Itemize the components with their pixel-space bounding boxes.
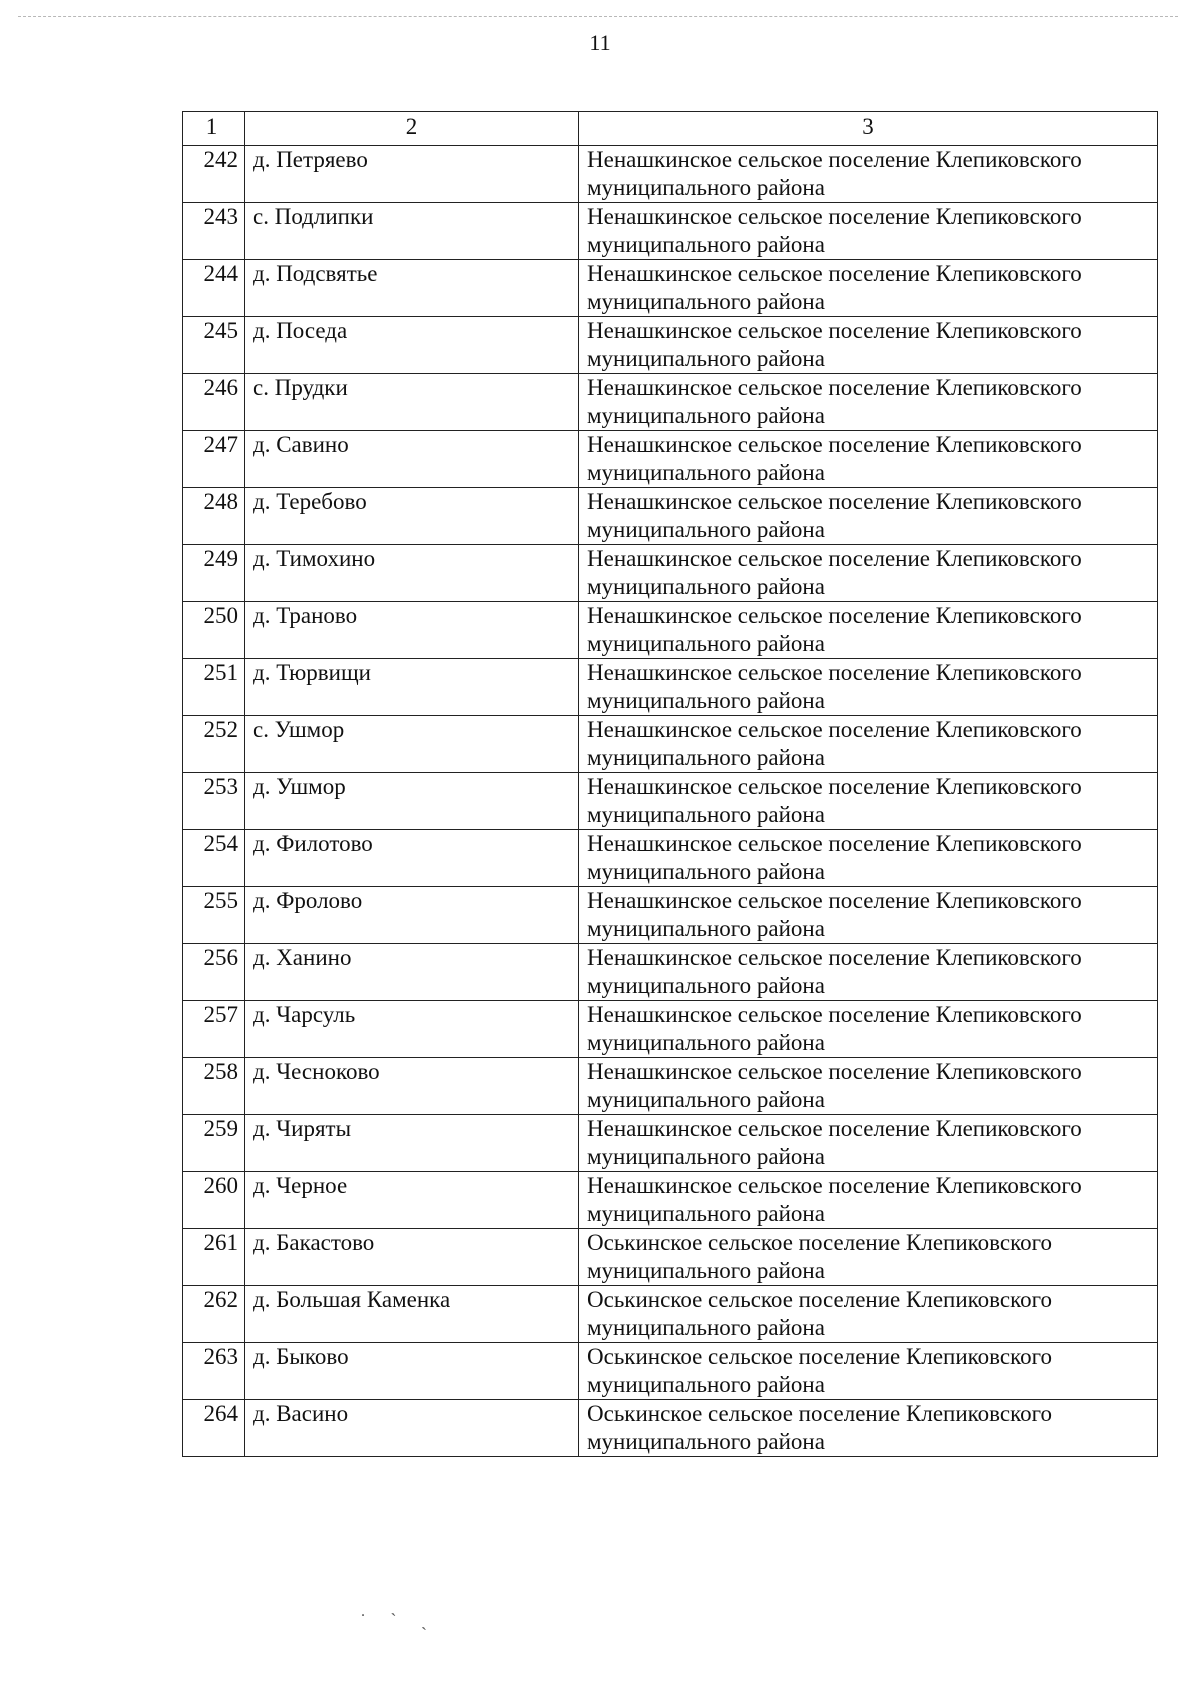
row-number-cell: 264 (183, 1400, 245, 1457)
row-number-cell: 257 (183, 1001, 245, 1058)
settlement-name-cell: д. Поседа (245, 317, 579, 374)
settlement-name-cell: с. Подлипки (245, 203, 579, 260)
table-row (183, 602, 1158, 659)
settlement-name-cell: д. Ханино (245, 944, 579, 1001)
settlements-table (182, 111, 1158, 1457)
table-row (183, 1400, 1158, 1457)
row-number-cell: 244 (183, 260, 245, 317)
row-number-cell: 260 (183, 1172, 245, 1229)
municipality-cell: Ненашкинское сельское поселение Клепиковского муниципального района (579, 1115, 1158, 1172)
municipality-cell: Ненашкинское сельское поселение Клепиковского муниципального района (579, 260, 1158, 317)
settlement-name-cell: д. Чесноково (245, 1058, 579, 1115)
row-number-cell: 243 (183, 203, 245, 260)
settlement-name-cell: д. Чарсуль (245, 1001, 579, 1058)
settlement-name-cell: д. Петряево (245, 146, 579, 203)
table-row (183, 374, 1158, 431)
municipality-cell: Оськинское сельское поселение Клепиковского муниципального района (579, 1286, 1158, 1343)
municipality-cell: Ненашкинское сельское поселение Клепиковского муниципального района (579, 887, 1158, 944)
row-number-cell: 255 (183, 887, 245, 944)
table-row (183, 488, 1158, 545)
row-number-cell: 256 (183, 944, 245, 1001)
settlement-name-cell: д. Бакастово (245, 1229, 579, 1286)
table-row (183, 773, 1158, 830)
row-number-cell: 250 (183, 602, 245, 659)
row-number-cell: 258 (183, 1058, 245, 1115)
settlement-name-cell: д. Быково (245, 1343, 579, 1400)
row-number-cell: 261 (183, 1229, 245, 1286)
table-row (183, 887, 1158, 944)
municipality-cell: Ненашкинское сельское поселение Клепиковского муниципального района (579, 488, 1158, 545)
row-number-cell: 259 (183, 1115, 245, 1172)
municipality-cell: Ненашкинское сельское поселение Клепиковского муниципального района (579, 830, 1158, 887)
settlement-name-cell: д. Васино (245, 1400, 579, 1457)
table-row (183, 1286, 1158, 1343)
municipality-cell: Ненашкинское сельское поселение Клепиковского муниципального района (579, 146, 1158, 203)
row-number-cell: 262 (183, 1286, 245, 1343)
settlement-name-cell: д. Савино (245, 431, 579, 488)
settlement-name-cell: д. Подсвятье (245, 260, 579, 317)
settlement-name-cell: с. Прудки (245, 374, 579, 431)
table-row (183, 830, 1158, 887)
municipality-cell: Ненашкинское сельское поселение Клепиковского муниципального района (579, 773, 1158, 830)
table-row (183, 1001, 1158, 1058)
header-cell-2: 2 (245, 112, 579, 146)
table-row (183, 1058, 1158, 1115)
municipality-cell: Оськинское сельское поселение Клепиковского муниципального района (579, 1343, 1158, 1400)
table-row (183, 431, 1158, 488)
municipality-cell: Ненашкинское сельское поселение Клепиковского муниципального района (579, 1172, 1158, 1229)
municipality-cell: Ненашкинское сельское поселение Клепиковского муниципального района (579, 716, 1158, 773)
row-number-cell: 246 (183, 374, 245, 431)
settlement-name-cell: д. Теребово (245, 488, 579, 545)
municipality-cell: Оськинское сельское поселение Клепиковского муниципального района (579, 1229, 1158, 1286)
municipality-cell: Ненашкинское сельское поселение Клепиковского муниципального района (579, 203, 1158, 260)
row-number-cell: 242 (183, 146, 245, 203)
municipality-cell: Ненашкинское сельское поселение Клепиковского муниципального района (579, 1001, 1158, 1058)
table-row (183, 260, 1158, 317)
settlement-name-cell: д. Траново (245, 602, 579, 659)
municipality-cell: Ненашкинское сельское поселение Клепиковского муниципального района (579, 1058, 1158, 1115)
row-number-cell: 249 (183, 545, 245, 602)
settlement-name-cell: д. Большая Каменка (245, 1286, 579, 1343)
municipality-cell: Ненашкинское сельское поселение Клепиковского муниципального района (579, 374, 1158, 431)
table-row (183, 1343, 1158, 1400)
table-row (183, 716, 1158, 773)
settlement-name-cell: д. Тюрвищи (245, 659, 579, 716)
table-row (183, 1229, 1158, 1286)
row-number-cell: 247 (183, 431, 245, 488)
row-number-cell: 251 (183, 659, 245, 716)
municipality-cell: Ненашкинское сельское поселение Клепиковского муниципального района (579, 317, 1158, 374)
table-row (183, 203, 1158, 260)
settlement-name-cell: д. Чиряты (245, 1115, 579, 1172)
row-number-cell: 254 (183, 830, 245, 887)
scan-specks: ˙ ` ˏ (360, 1610, 437, 1630)
row-number-cell: 263 (183, 1343, 245, 1400)
table-row (183, 545, 1158, 602)
municipality-cell: Ненашкинское сельское поселение Клепиковского муниципального района (579, 545, 1158, 602)
row-number-cell: 253 (183, 773, 245, 830)
table-row (183, 146, 1158, 203)
table-row (183, 317, 1158, 374)
settlement-name-cell: д. Черное (245, 1172, 579, 1229)
table-row (183, 944, 1158, 1001)
row-number-cell: 248 (183, 488, 245, 545)
row-number-cell: 245 (183, 317, 245, 374)
municipality-cell: Оськинское сельское поселение Клепиковского муниципального района (579, 1400, 1158, 1457)
settlement-name-cell: д. Фролово (245, 887, 579, 944)
scan-edge-line (18, 16, 1178, 17)
table-header-row (183, 112, 1158, 146)
settlement-name-cell: д. Филотово (245, 830, 579, 887)
settlement-name-cell: д. Тимохино (245, 545, 579, 602)
header-cell-3: 3 (579, 112, 1158, 146)
municipality-cell: Ненашкинское сельское поселение Клепиковского муниципального района (579, 659, 1158, 716)
municipality-cell: Ненашкинское сельское поселение Клепиковского муниципального района (579, 602, 1158, 659)
header-cell-1: 1 (183, 112, 245, 146)
page-number: 11 (589, 30, 611, 55)
municipality-cell: Ненашкинское сельское поселение Клепиковского муниципального района (579, 944, 1158, 1001)
table-row (183, 659, 1158, 716)
table-row (183, 1172, 1158, 1229)
row-number-cell: 252 (183, 716, 245, 773)
municipality-cell: Ненашкинское сельское поселение Клепиковского муниципального района (579, 431, 1158, 488)
settlement-name-cell: с. Ушмор (245, 716, 579, 773)
settlement-name-cell: д. Ушмор (245, 773, 579, 830)
table-row (183, 1115, 1158, 1172)
